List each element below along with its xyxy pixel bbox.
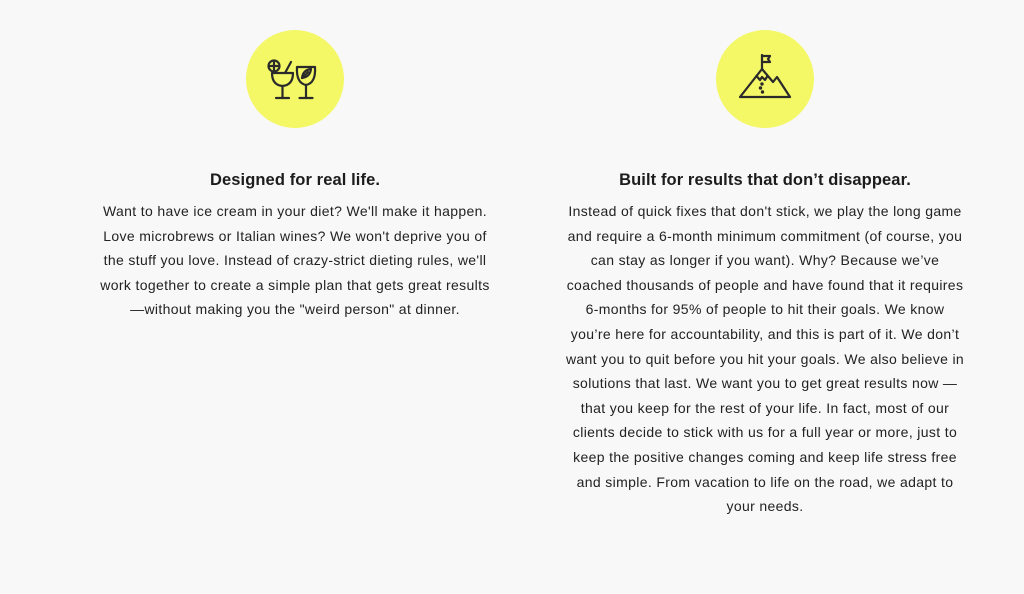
cocktail-glasses-icon [265,49,325,109]
feature-title: Built for results that don’t disappear. [619,171,911,189]
feature-icon-circle [716,30,814,128]
feature-body: Want to have ice cream in your diet? We'll make it happen. Love microbrews or Italian wines? We won't deprive you of the stuff you love. Instead of crazy-strict dieting rules, we'll work together to create a simple plan that gets great results—without making you the "weird person" at dinner. [100,203,490,318]
feature-title: Designed for real life. [209,171,381,189]
feature-designed-for-real-life [98,0,492,322]
mountain-flag-icon [735,49,795,109]
feature-icon-circle [246,30,344,128]
feature-built-for-results [565,0,965,519]
feature-body: Instead of quick fixes that don't stick, we play the long game and require a 6-month minimum commitment (of course, you can stay as longer if you want). Why? Because we’ve coached thousands of people and have found that it requires 6-months for 95% of people to hit their goals. We know you’re here for accountability, and this is part of it. We don’t want you to quit before you hit your goals. We also believe in solutions that last. We want you to get great results now — that you keep for the rest of your life. In fact, most of our clients decide to stick with us for a full year or more, just to keep the positive changes coming and keep life stress free and simple. From vacation to life on the road, we adapt to your needs. [565,203,965,515]
